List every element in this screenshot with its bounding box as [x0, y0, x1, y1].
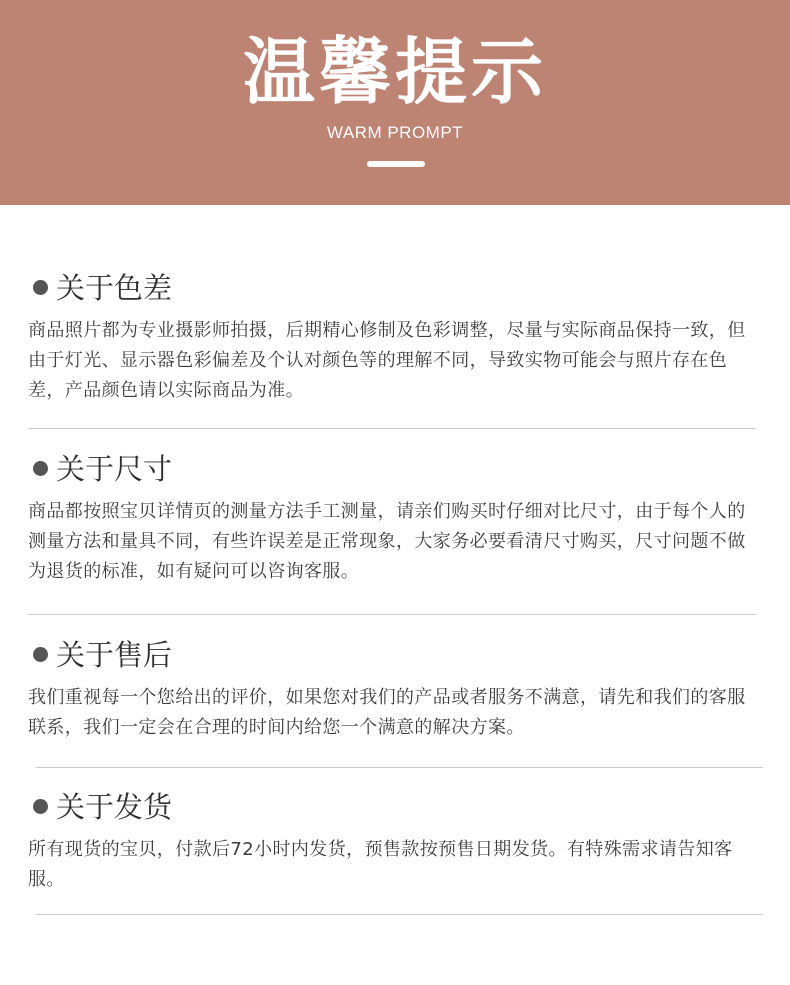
section-heading: [28, 787, 763, 827]
section-divider: [36, 767, 763, 768]
section-heading: [28, 449, 763, 489]
section-title: 关于色差: [56, 271, 173, 305]
section-divider: [28, 428, 756, 429]
section-heading: [28, 635, 763, 675]
section-title: 关于发货: [56, 790, 173, 824]
section-size: [28, 449, 763, 587]
page-title: 温馨提示: [242, 29, 547, 114]
section-title: 关于尺寸: [56, 452, 173, 486]
bullet-dot-icon: [33, 647, 48, 662]
page-subtitle: WARM PROMPT: [326, 123, 464, 142]
section-color-difference: [28, 268, 763, 406]
bullet-dot-icon: [33, 461, 48, 476]
section-shipping: [28, 787, 763, 895]
section-body: 商品都按照宝贝详情页的测量方法手工测量，请亲们购买时仔细对比尺寸，由于每个人的测量方法和量具不同，有些许误差是正常现象，大家务必要看清尺寸购买，尺寸问题不做为退货的标准，如有疑问可以咨询客服。: [28, 501, 746, 582]
section-divider: [36, 914, 763, 915]
section-heading: [28, 268, 763, 308]
section-body: 所有现货的宝贝，付款后72小时内发货，预售款按预售日期发货。有特殊需求请告知客服。: [28, 839, 733, 890]
section-body: 我们重视每一个您给出的评价，如果您对我们的产品或者服务不满意，请先和我们的客服联系，我们一定会在合理的时间内给您一个满意的解决方案。: [28, 687, 746, 738]
header-banner: [0, 0, 790, 205]
bullet-dot-icon: [33, 280, 48, 295]
section-body: 商品照片都为专业摄影师拍摄，后期精心修制及色彩调整，尽量与实际商品保持一致，但由于灯光、显示器色彩偏差及个认对颜色等的理解不同，导致实物可能会与照片存在色差，产品颜色请以实际商品为准。: [28, 320, 746, 401]
section-divider: [28, 614, 756, 615]
bullet-dot-icon: [33, 799, 48, 814]
section-after-sales: [28, 635, 763, 743]
title-underline-bar: [367, 161, 425, 167]
section-title: 关于售后: [56, 638, 173, 672]
